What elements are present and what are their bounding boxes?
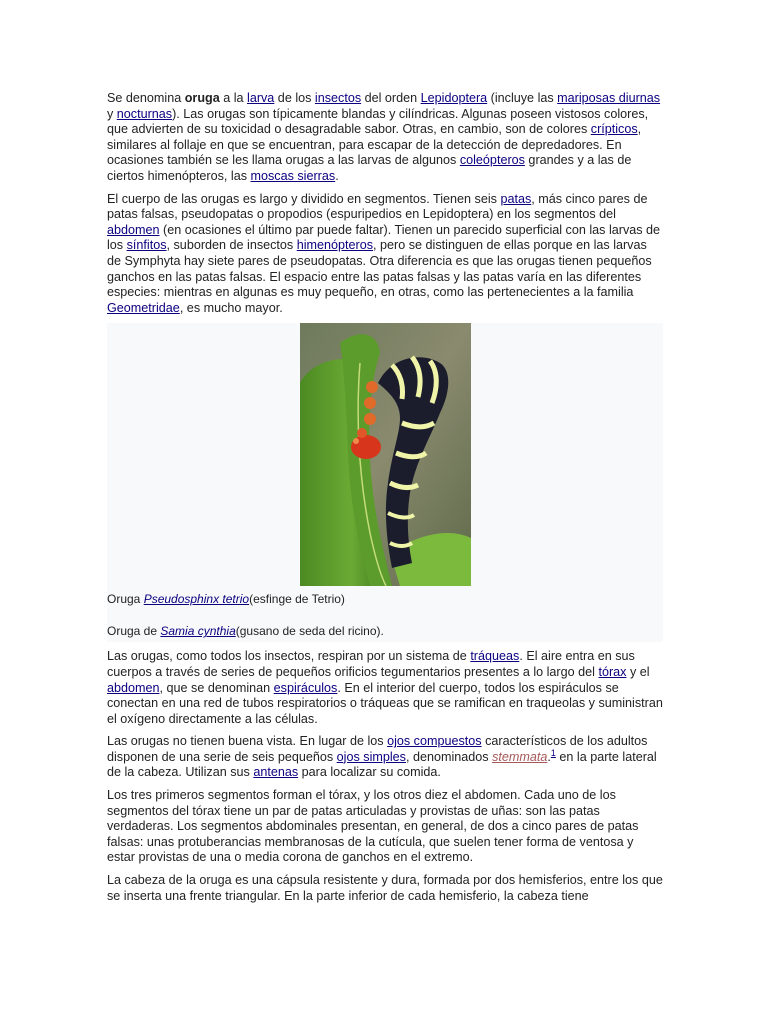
paragraph-body-structure (107, 192, 663, 317)
reference-1[interactable]: 1 (550, 747, 556, 758)
link-ojos-simples[interactable]: ojos simples (336, 749, 406, 764)
link-espiraculos[interactable]: espiráculos (273, 680, 338, 695)
text: característicos de los adultos disponen de una serie de seis pequeños (107, 734, 648, 764)
text: grandes y a las de ciertos himenópteros, las (107, 153, 632, 183)
link-geometridae[interactable]: Geometridae (107, 300, 180, 315)
text: . (335, 168, 339, 183)
text: Se denomina (107, 91, 185, 105)
text: , denominados (405, 749, 493, 764)
link-pseudosphinx-tetrio[interactable]: Pseudosphinx tetrio (143, 592, 250, 607)
link-mariposas-diurnas[interactable]: mariposas diurnas (557, 91, 661, 105)
text: , que se denominan (159, 680, 274, 695)
text: a la (219, 91, 248, 105)
paragraph-respiration (107, 649, 663, 727)
text: ). Las orugas son típicamente blandas y cilíndricas. Algunas poseen vistosos colores, que advierten de su toxicidad o desagradable sabor. Otras, en cambio, son de colores (107, 106, 649, 137)
text: , suborden de insectos (166, 238, 297, 253)
paragraph-vision (107, 734, 663, 781)
link-cripticos[interactable]: crípticos (590, 122, 638, 137)
text: . En el interior del cuerpo, todos los espiráculos se conectan en una red de tubos respiratorios o tráqueas que se ramifican en traqueolas y suministran el oxígeno directamente a las células. (107, 680, 663, 726)
link-nocturnas[interactable]: nocturnas (116, 106, 173, 121)
link-sinfitos[interactable]: sínfitos (126, 238, 167, 253)
figure-caterpillar (107, 323, 663, 642)
text: de los (274, 91, 315, 105)
link-patas[interactable]: patas (500, 191, 532, 206)
link-ojos-compuestos[interactable]: ojos compuestos (387, 734, 482, 749)
text: Las orugas, como todos los insectos, respiran por un sistema de (107, 649, 471, 664)
text: y el (626, 664, 650, 679)
link-traqueas[interactable]: tráqueas (470, 649, 520, 664)
text: para localizar su comida. (298, 765, 441, 780)
article-body (107, 91, 663, 911)
paragraph-head: La cabeza de la oruga es una cápsula resistente y dura, formada por dos hemisferios, entre los que se inserta una frente triangular. En la parte inferior de cada hemisferio, la cabeza tiene (107, 873, 663, 903)
link-antenas[interactable]: antenas (253, 765, 299, 780)
caption-pseudosphinx (107, 586, 663, 606)
link-abdomen[interactable]: abdomen (107, 222, 160, 237)
caption-text: Oruga (107, 592, 144, 607)
link-abdomen-2[interactable]: abdomen (107, 680, 160, 695)
caption-text: (gusano de seda del ricino). (235, 624, 384, 639)
text: El cuerpo de las orugas es largo y dividido en segmentos. Tienen seis (107, 191, 501, 206)
caption-text: (esfinge de Tetrio) (249, 592, 345, 607)
link-coleopteros[interactable]: coleópteros (459, 153, 525, 168)
link-larva[interactable]: larva (247, 91, 275, 105)
text: , similares al follaje en que se encuentran, para escapar de la detección de depredadores. En ocasiones también se les llama orugas a las larvas de algunos (107, 122, 642, 168)
text: , más cinco pares de patas falsas, pseudopatas o propodios (espuripedios en Lepidoptera) en los segmentos del (107, 191, 648, 222)
paragraph-intro (107, 91, 663, 185)
link-stemmata[interactable]: stemmata (492, 749, 548, 764)
text: (en ocasiones el último par puede faltar). Tienen un parecido superficial con las larvas de los (107, 222, 661, 253)
text: Las orugas no tienen buena vista. En lugar de los (107, 734, 388, 749)
text: , pero se distinguen de ellas porque en las larvas de Symphyta hay siete pares de pseudopatas. Otra diferencia es que las orugas tienen pequeños ganchos en las patas falsas. El espacio entre las patas falsas y las patas varía en las diferentes especies: mientras en algunas es muy pequeño, en otras, como las pertenecientes a la familia (107, 238, 652, 300)
text: del orden (361, 91, 421, 105)
link-moscas-sierras[interactable]: moscas sierras (250, 168, 336, 183)
term-oruga: oruga (184, 91, 220, 105)
text: , es mucho mayor. (179, 300, 283, 315)
link-insectos[interactable]: insectos (314, 91, 362, 105)
link-torax[interactable]: tórax (598, 664, 627, 679)
text: y (107, 106, 117, 121)
caption-text: Oruga de (107, 624, 161, 639)
paragraph-segments: Los tres primeros segmentos forman el tórax, y los otros diez el abdomen. Cada uno de los segmentos del tórax tiene un par de patas articuladas y provistas de uñas: son las patas verdaderas. Los segmentos abdominales presentan, en general, de dos a cinco pares de patas falsas: unas protuberancias membranosas de la cutícula, que suelen tener forma de ventosa y estar provistas de una o media corona de ganchos en el extremo. (107, 788, 639, 865)
text: . El aire entra en sus cuerpos a través de series de pequeños orificios tegumentarios presentes a lo largo del (107, 649, 635, 679)
link-lepidoptera[interactable]: Lepidoptera (420, 91, 488, 105)
caterpillar-photo[interactable] (300, 323, 471, 586)
text: (incluye las (487, 91, 558, 105)
caption-samia (107, 606, 663, 638)
link-himenopteros[interactable]: himenópteros (296, 238, 374, 253)
text: . (547, 749, 551, 764)
link-samia-cynthia[interactable]: Samia cynthia (160, 624, 236, 639)
text: en la parte lateral de la cabeza. Utilizan sus (107, 749, 657, 780)
figure-image-wrap (107, 323, 663, 586)
